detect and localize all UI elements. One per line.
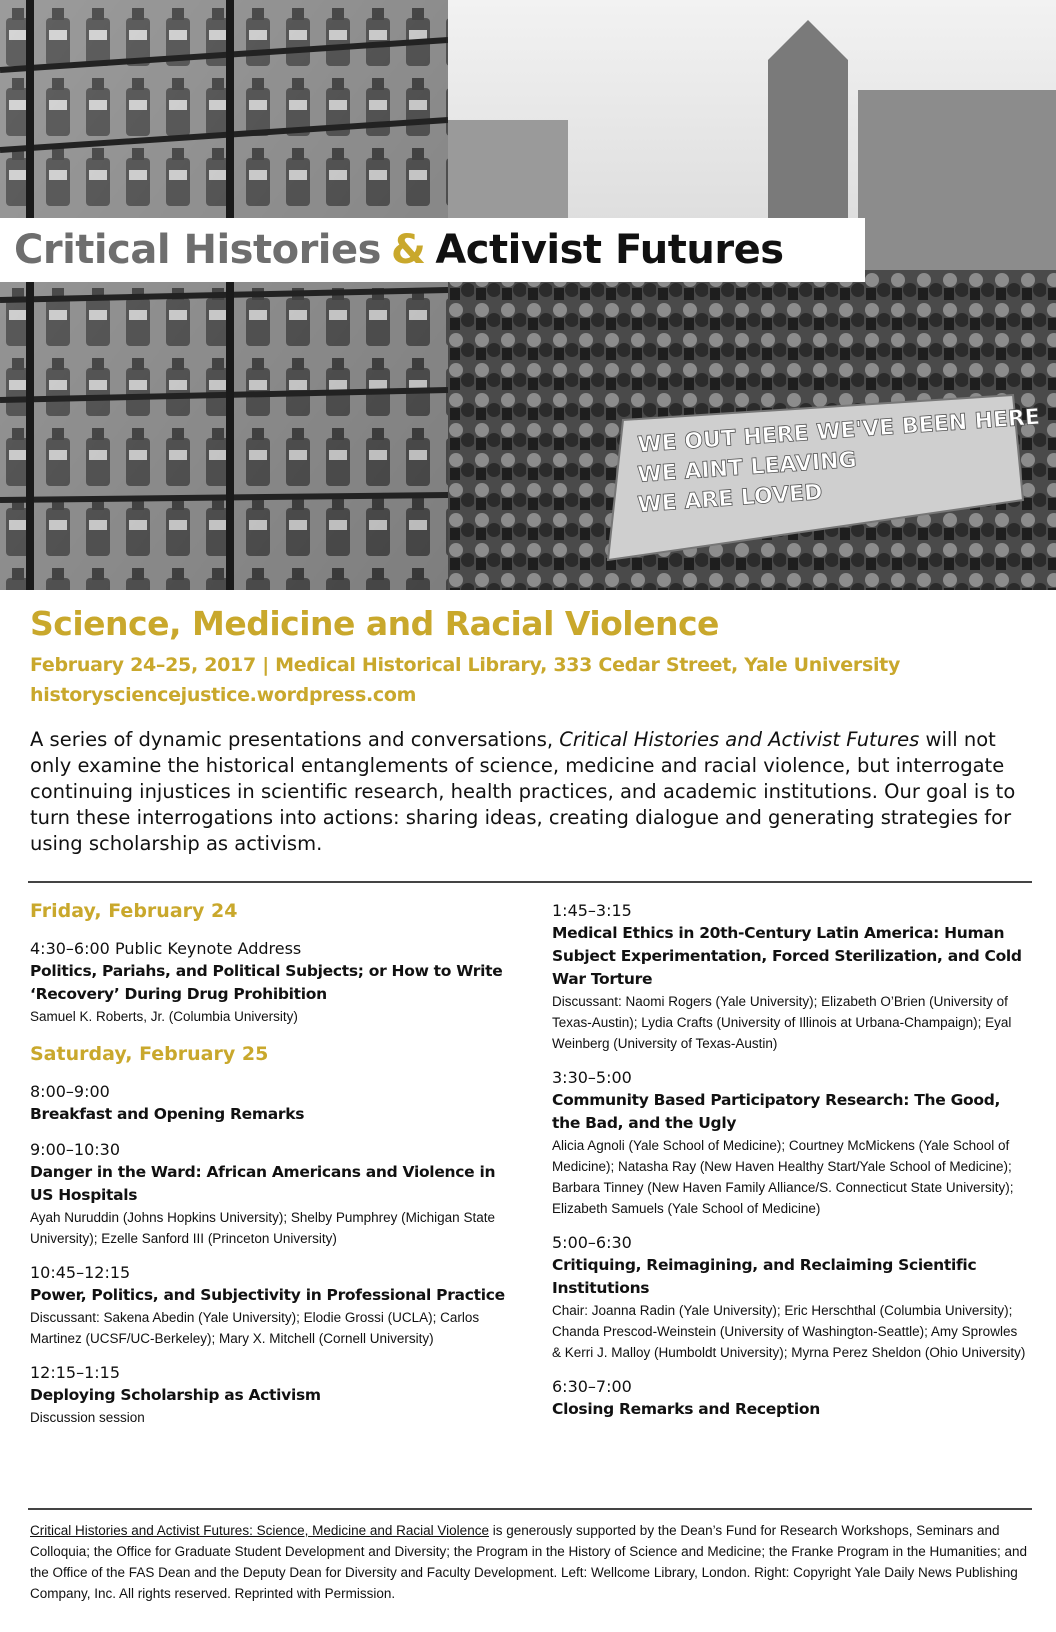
session-time: 3:30–5:00 [552, 1068, 632, 1087]
session-people: Discussant: Sakena Abedin (Yale University); Elodie Grossi (UCLA); Carlos Martinez (UCSF/UC-Berkeley); Mary X. Mitchell (Cornell University) [30, 1310, 480, 1346]
session-danger-in-ward [30, 1139, 520, 1249]
session-power-politics [30, 1262, 520, 1349]
title-part-1: Critical Histories [14, 227, 381, 273]
banner-line-3: WE ARE LOVED [636, 480, 824, 518]
event-title: Science, Medicine and Racial Violence [30, 604, 719, 643]
day-heading-friday: Friday, February 24 [30, 900, 238, 922]
intro-text-start: A series of dynamic presentations and conversations, [30, 728, 560, 751]
title-ampersand: & [390, 227, 426, 273]
session-title: Breakfast and Opening Remarks [30, 1105, 305, 1123]
session-time: 12:15–1:15 [30, 1363, 121, 1382]
banner-line-1: WE OUT HERE WE'VE BEEN HERE [636, 404, 1041, 458]
protest-crowd-photo [448, 0, 1056, 590]
session-community-research [552, 1067, 1028, 1219]
session-title: Danger in the Ward: African Americans and Violence in US Hospitals [30, 1163, 496, 1204]
event-date-location: February 24–25, 2017 | Medical Historical Library, 333 Cedar Street, Yale University [30, 654, 901, 676]
intro-text-italic: Critical Histories and Activist Futures [559, 728, 920, 751]
session-time: 4:30–6:00 Public Keynote Address [30, 939, 302, 958]
session-title: Deploying Scholarship as Activism [30, 1386, 321, 1404]
session-people: Discussant: Naomi Rogers (Yale University); Elizabeth O’Brien (University of Texas-Austin); Lydia Crafts (University of Illinois at Urbana-Champaign); Eyal Weinberg (University of Texas-Austin) [552, 994, 1012, 1051]
session-people: Alicia Agnoli (Yale School of Medicine); Courtney McMickens (Yale School of Medicine); Natasha Ray (New Haven Healthy Start/Yale School of Medicine); Barbara Tinney (New Haven Family Alliance/S. Connecticut State University); Elizabeth Samuels (Yale School of Medicine) [552, 1138, 1014, 1216]
session-title: Medical Ethics in 20th-Century Latin America: Human Subject Experimentation, Forced Sterilization, and Cold War Torture [552, 924, 1022, 988]
session-title: Community Based Participatory Research: The Good, the Bad, and the Ugly [552, 1091, 1001, 1132]
session-time: 1:45–3:15 [552, 901, 632, 920]
session-title: Critiquing, Reimagining, and Reclaiming Scientific Institutions [552, 1256, 977, 1297]
session-title: Power, Politics, and Subjectivity in Professional Practice [30, 1286, 505, 1304]
session-medical-ethics [552, 900, 1028, 1054]
event-website-link[interactable]: historysciencejustice.wordpress.com [30, 684, 417, 706]
session-time: 8:00–9:00 [30, 1082, 110, 1101]
day-heading-saturday: Saturday, February 25 [30, 1043, 269, 1065]
schedule-left-column [30, 900, 520, 1441]
session-people: Discussion session [30, 1410, 145, 1425]
session-critiquing-institutions [552, 1232, 1028, 1363]
divider-top [28, 881, 1032, 883]
banner-line-2: WE AINT LEAVING [636, 447, 858, 488]
session-people: Chair: Joanna Radin (Yale University); Eric Herschthal (Columbia University); Chanda Prescod-Weinstein (University of Washington-Seattle); Amy Sprowles & Kerri J. Malloy (Humboldt University); Myrna Perez Sheldon (Ohio University) [552, 1303, 1026, 1360]
session-title: Closing Remarks and Reception [552, 1400, 820, 1418]
session-deploying-scholarship [30, 1362, 520, 1428]
poster-title [0, 218, 865, 282]
footer-credits [30, 1520, 1030, 1604]
session-time: 6:30–7:00 [552, 1377, 632, 1396]
session-time: 10:45–12:15 [30, 1263, 131, 1282]
session-time: 9:00–10:30 [30, 1140, 121, 1159]
hero-images [0, 0, 1056, 590]
divider-bottom [28, 1508, 1032, 1510]
intro-paragraph [30, 727, 1030, 857]
schedule-right-column [552, 900, 1028, 1434]
session-people: Ayah Nuruddin (Johns Hopkins University); Shelby Pumphrey (Michigan State University); Ezelle Sanford III (Princeton University) [30, 1210, 495, 1246]
session-keynote [30, 938, 520, 1027]
footer-underlined-title: Critical Histories and Activist Futures: Science, Medicine and Racial Violence [30, 1523, 489, 1538]
session-people: Samuel K. Roberts, Jr. (Columbia University) [30, 1009, 298, 1024]
session-closing [552, 1376, 1028, 1421]
session-breakfast [30, 1081, 520, 1126]
session-time: 5:00–6:30 [552, 1233, 632, 1252]
intro-text-end: will not only examine the historical entanglements of science, medicine and racial violence, but interrogate continuing injustices in scientific research, health practices, and academic institutions. Our goal is to turn these interrogations into actions: sharing ideas, creating dialogue and generating strategies for using scholarship as activism. [30, 728, 1016, 855]
session-title: Politics, Pariahs, and Political Subjects; or How to Write ‘Recovery’ During Drug Prohibition [30, 962, 503, 1003]
apothecary-shelves-photo [0, 0, 448, 590]
title-part-2: Activist Futures [435, 227, 784, 273]
footer-credits-text: is generously supported by the Dean’s Fund for Research Workshops, Seminars and Colloquia; the Office for Graduate Student Development and Diversity; the Program in the History of Science and Medicine; the Franke Program in the Humanities; and the Office of the FAS Dean and the Deputy Dean for Diversity and Faculty Development. Left: Wellcome Library, London. Right: Copyright Yale Daily News Publishing Company, Inc. All rights reserved. Reprinted with Permission. [30, 1523, 1028, 1601]
